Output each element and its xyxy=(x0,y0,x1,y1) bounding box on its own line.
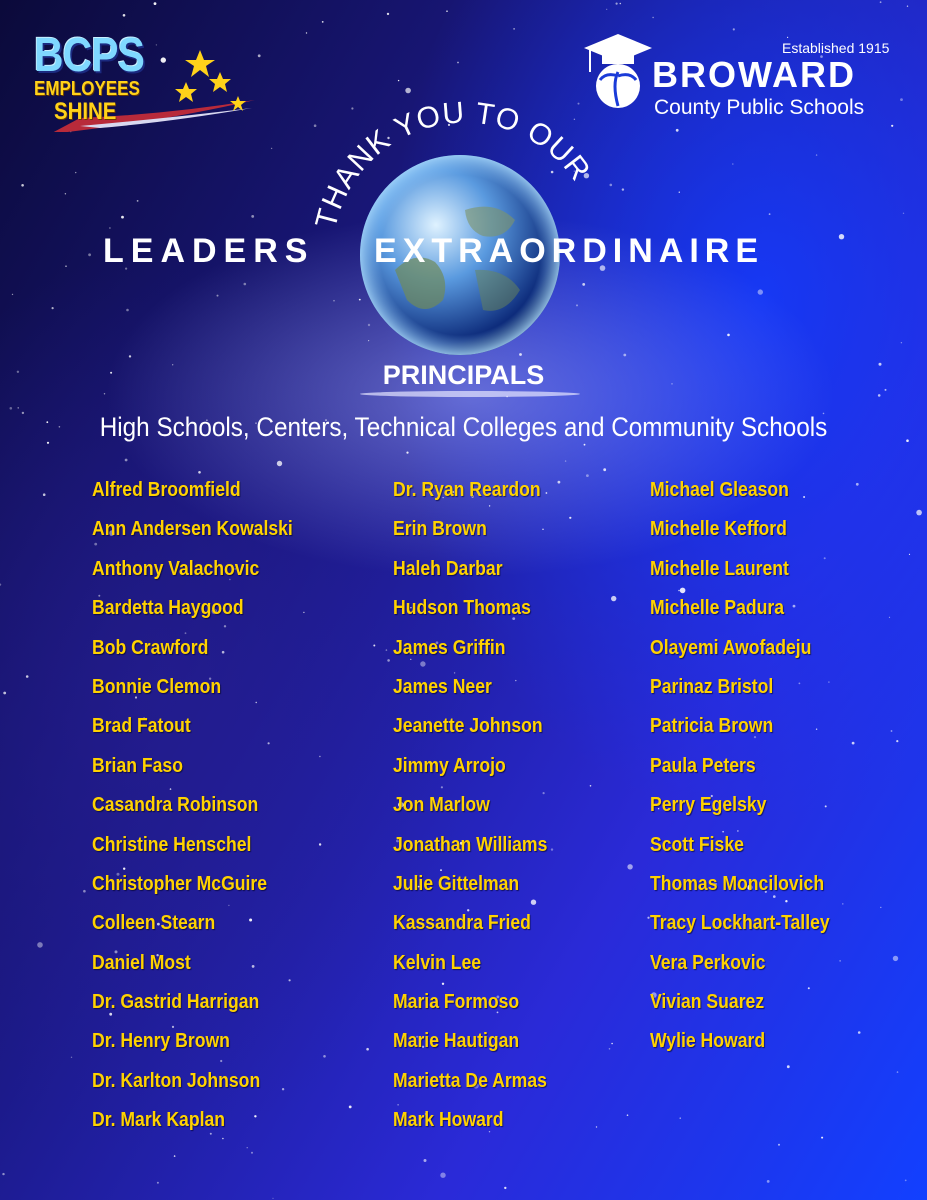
principal-name: Dr. Gastrid Harrigan xyxy=(92,991,260,1014)
principal-name: Kelvin Lee xyxy=(393,951,482,974)
school-types-subtitle: High Schools, Centers, Technical Colleges and Community Schools xyxy=(99,412,828,442)
principal-name: Tracy Lockhart-Talley xyxy=(650,912,830,935)
principal-name: Michael Gleason xyxy=(650,479,789,501)
principal-name: Dr. Henry Brown xyxy=(92,1030,230,1053)
principal-name: Olayemi Awofadeju xyxy=(650,636,812,659)
principal-name: Alfred Broomfield xyxy=(92,479,241,501)
bcps-logo-word: BCPS xyxy=(34,29,144,82)
broward-name: BROWARD xyxy=(652,54,856,95)
broward-subtitle: County Public Schools xyxy=(654,96,865,119)
principal-name: Christine Henschel xyxy=(92,833,252,856)
principal-name: Perry Egelsky xyxy=(650,794,767,817)
principal-name: Brad Fatout xyxy=(92,715,191,738)
principal-name: Bonnie Clemon xyxy=(92,675,222,698)
principal-name: Parinaz Bristol xyxy=(650,675,774,698)
extraordinaire-heading: EXTRAORDINAIRE xyxy=(374,232,765,270)
principal-name: Julie Gittelman xyxy=(393,872,520,895)
principal-name: Marietta De Armas xyxy=(393,1069,547,1092)
principal-name: Scott Fiske xyxy=(650,833,744,856)
principal-name: Michelle Kefford xyxy=(650,518,787,541)
principal-name: Erin Brown xyxy=(393,518,487,541)
principal-name: Mark Howard xyxy=(393,1109,504,1132)
names-column-2 xyxy=(393,476,568,1146)
established-text: Established 1915 xyxy=(782,40,890,56)
principal-name: Christopher McGuire xyxy=(92,872,268,895)
principal-name: Dr. Mark Kaplan xyxy=(92,1109,226,1132)
principal-name: Kassandra Fried xyxy=(393,912,531,935)
principal-name: James Neer xyxy=(393,675,492,698)
principal-name: Dr. Ryan Reardon xyxy=(393,479,541,501)
principal-name: Dr. Karlton Johnson xyxy=(92,1069,261,1092)
principal-name: Wylie Howard xyxy=(650,1030,766,1053)
principal-name: Casandra Robinson xyxy=(92,794,259,817)
principal-name: Michelle Padura xyxy=(650,597,785,620)
thank-you-arc-text: THANK YOU TO OUR xyxy=(309,96,597,232)
principal-name: Ann Andersen Kowalski xyxy=(92,518,293,541)
principal-name: Paula Peters xyxy=(650,754,756,777)
bcps-logo-shine: SHINE xyxy=(54,98,117,125)
principals-heading: PRINCIPALS xyxy=(382,360,545,390)
principal-name: Jon Marlow xyxy=(393,794,490,817)
principal-name: Bardetta Haygood xyxy=(92,597,244,620)
names-column-3 xyxy=(650,476,854,1067)
principal-name: Hudson Thomas xyxy=(393,597,531,620)
principal-name: Maria Formoso xyxy=(393,991,520,1014)
leaders-heading: LEADERS xyxy=(103,232,315,270)
principal-name: Brian Faso xyxy=(92,754,183,777)
principal-name: Jonathan Williams xyxy=(393,833,548,856)
principal-name: Vera Perkovic xyxy=(650,951,766,974)
principal-name: Colleen Stearn xyxy=(92,912,216,935)
principal-name: Jimmy Arrojo xyxy=(393,754,506,777)
principal-name: Jeanette Johnson xyxy=(393,715,543,738)
principal-name: Anthony Valachovic xyxy=(92,557,260,580)
bcps-logo-employees: EMPLOYEES xyxy=(34,78,140,100)
svg-text:THANK YOU TO OUR xyxy=(310,96,597,232)
principal-name: Bob Crawford xyxy=(92,636,209,659)
names-column-1 xyxy=(92,476,320,1146)
principal-name: Marie Hautigan xyxy=(393,1030,520,1053)
principal-name: Daniel Most xyxy=(92,951,191,974)
principal-name: Vivian Suarez xyxy=(650,991,765,1014)
principal-name: Thomas Moncilovich xyxy=(650,872,825,895)
principal-name: Haleh Darbar xyxy=(393,557,503,580)
principal-name: Patricia Brown xyxy=(650,715,774,738)
principal-name: Michelle Laurent xyxy=(650,557,789,580)
principal-name: James Griffin xyxy=(393,636,506,659)
